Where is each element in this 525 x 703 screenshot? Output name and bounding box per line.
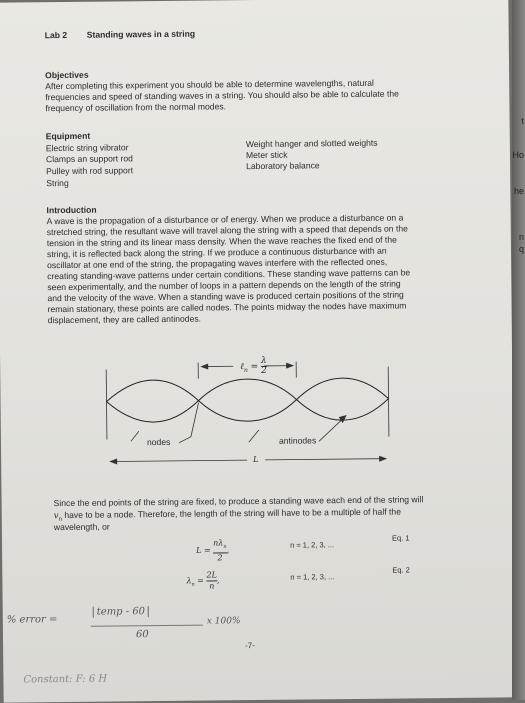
eq2-lhs-subscript: n — [192, 582, 195, 588]
equipment-item: String — [46, 178, 69, 190]
introduction-heading: Introduction — [46, 205, 96, 217]
handwritten-error-label: % error = — [7, 614, 58, 626]
equation-2: $\lambda_n$ = $\frac{2L}{n}$ , — [186, 570, 219, 591]
equipment-item: Clamps an support rod — [46, 153, 133, 165]
handwritten-abs-expr: temp - 60 — [93, 606, 149, 618]
handwritten-fraction-bar — [91, 625, 203, 627]
left-end-line — [106, 370, 107, 440]
half-wavelength-label: ℓ$_n$ = $\frac{\lambda}{2}$ — [240, 357, 267, 376]
eq1-numerator: nλ — [213, 538, 223, 547]
edge-fragment: n — [519, 232, 524, 242]
velocity-symbol: v — [54, 511, 59, 521]
wave-curve-upper — [106, 378, 388, 423]
lab-number: Lab 2 — [45, 30, 68, 42]
nodes-label: nodes — [147, 437, 171, 449]
label-denominator: 2 — [261, 367, 267, 376]
label-symbol: ℓ — [240, 362, 244, 372]
right-end-line — [388, 367, 389, 437]
eq2-equals: = — [197, 576, 204, 585]
antinodes-pointer-right — [319, 417, 345, 441]
condition-line: Since the end points of the string are fixed, to produce a standing wave each end of the string will — [54, 494, 424, 509]
page-title: Standing waves in a string — [87, 29, 196, 42]
eq2-label: Eq. 2 — [392, 564, 410, 576]
eq2-denominator: n — [207, 581, 218, 591]
handwritten-denominator: 60 — [136, 629, 149, 640]
eq2-range: n = 1, 2, 3, ... — [290, 571, 334, 583]
handwritten-times-100: x 100% — [207, 616, 241, 626]
wave-curve-lower — [106, 378, 388, 423]
equipment-item: Laboratory balance — [246, 160, 320, 172]
edge-fragment: he — [514, 186, 524, 196]
length-arrow-left — [111, 460, 247, 461]
eq1-denominator: 2 — [213, 553, 227, 563]
intro-line: creating standing-wave patterns under certain conditions. These standing wave patterns can be — [47, 267, 410, 282]
condition-line-text: have to be a node. Therefore, the length of the string will have to be a multiple of half the — [64, 506, 401, 520]
intro-line: remain stationary, these points are called nodes. The points midway the nodes have maximum — [48, 300, 407, 315]
equipment-item: Meter stick — [246, 150, 288, 162]
objectives-line: frequencies and speed of standing waves in a string. You should also be able to calculate the — [45, 88, 399, 103]
objectives-heading: Objectives — [45, 70, 89, 82]
eq1-numerator-subscript: n — [223, 544, 226, 550]
intro-line: and the velocity of the wave. When a standing wave is produced certain positions of the string — [47, 289, 403, 304]
equipment-item: Pulley with rod support — [46, 165, 133, 177]
condition-line: wavelength, or — [54, 522, 110, 534]
eq2-numerator: 2L — [206, 570, 217, 581]
eq2-lhs: λ — [186, 576, 191, 585]
equipment-item: Electric string vibrator — [46, 142, 129, 154]
equipment-item: Weight hanger and slotted weights — [246, 138, 378, 151]
adjacent-page-edge — [512, 0, 525, 700]
eq1-range: n = 1, 2, 3, ... — [290, 539, 334, 551]
length-label: L — [253, 454, 258, 465]
antinodes-pointer-left — [249, 430, 259, 442]
antinodes-label: antinodes — [279, 435, 316, 447]
arrowhead-icon — [200, 364, 208, 370]
intro-line: A wave is the propagation of a disturbance or of energy. When we produce a disturbance on a — [47, 212, 404, 227]
nodes-pointer-left — [131, 431, 139, 441]
arrowhead-icon — [109, 458, 117, 464]
arrowhead-icon — [286, 363, 294, 369]
arrowhead-icon — [379, 456, 387, 462]
equation-1: L = $n\lambda_n$ 2 , — [196, 538, 229, 563]
velocity-subscript: n — [59, 517, 62, 523]
intro-line: displacement, they are called antinodes. — [48, 314, 201, 327]
intro-line: oscillator at one end of the string, the propagating waves interfere with the reflected ones, — [47, 257, 387, 272]
intro-line: tension in the string and its linear mass density. When the wave reaches the fixed end of the — [47, 235, 397, 250]
page-number: -7- — [245, 640, 255, 652]
intro-line: string, it is reflected back along the string. If we produce a continuous disturbance with an — [47, 246, 387, 261]
equipment-heading: Equipment — [46, 131, 91, 143]
objectives-line: After completing this experiment you should be able to determine wavelengths, natural — [45, 78, 374, 93]
label-subscript: n — [244, 367, 248, 374]
edge-fragment: Ho — [512, 150, 524, 160]
intro-line: seen experimentally, and the number of loops in a pattern depends on the length of the string — [47, 278, 400, 293]
objectives-line: frequency of oscillation from the normal modes. — [45, 101, 226, 114]
label-numerator: λ — [261, 357, 267, 367]
edge-fragment: q — [519, 244, 524, 254]
length-arrow-right — [265, 459, 385, 460]
eq1-lhs: L = — [196, 546, 211, 555]
eq1-label: Eq. 1 — [392, 532, 410, 544]
intro-line: stretched string, the resultant wave will travel along the string with a speed that depends on the — [47, 223, 408, 238]
edge-fragment: t — [521, 116, 524, 126]
handwritten-constant: Constant: F: 6 H — [23, 674, 107, 686]
